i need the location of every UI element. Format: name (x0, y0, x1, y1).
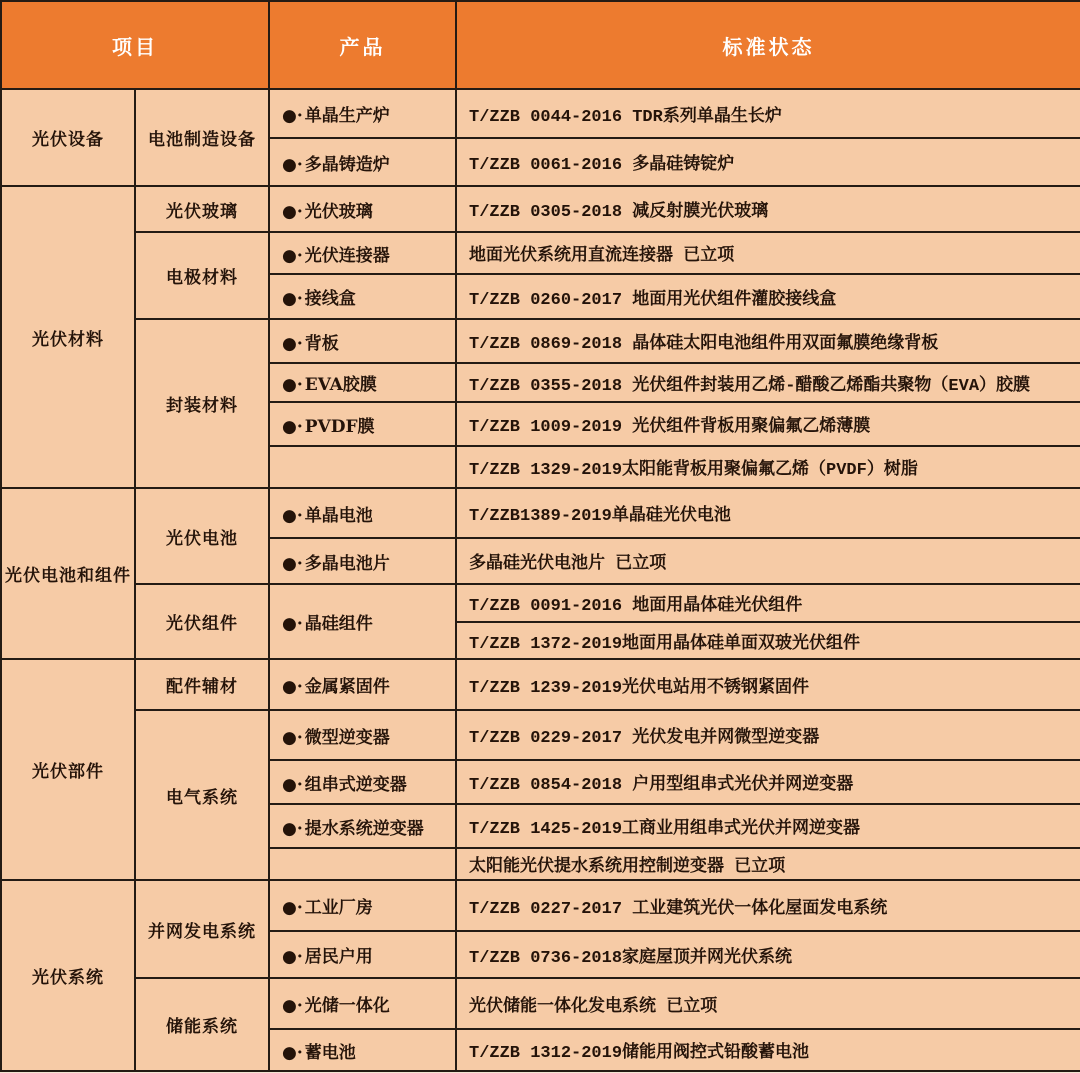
bullet-icon: ●· (282, 289, 303, 309)
bullet-icon: ●· (282, 416, 303, 437)
standard-cell: T/ZZB 1239-2019光伏电站用不锈钢紧固件 (456, 659, 1080, 710)
standard-cell: T/ZZB 0869-2018 晶体硅太阳电池组件用双面氟膜绝缘背板 (456, 319, 1080, 363)
standard-cell: T/ZZB 1372-2019地面用晶体硅单面双玻光伏组件 (456, 622, 1080, 659)
standard-cell: T/ZZB 0061-2016 多晶硅铸锭炉 (456, 138, 1080, 186)
subcategory-cell: 配件辅材 (135, 659, 269, 710)
product-cell (269, 402, 456, 446)
product-label: 光储一体化 (304, 996, 390, 1016)
product-cell (269, 584, 456, 659)
bullet-icon: ●· (282, 154, 303, 175)
standard-cell: T/ZZB 0091-2016 地面用晶体硅光伏组件 (456, 584, 1080, 622)
product-cell (269, 538, 456, 584)
standard-cell: T/ZZB1389-2019单晶硅光伏电池 (456, 488, 1080, 538)
header-row (1, 1, 1080, 89)
header-project: 项目 (1, 1, 269, 89)
table-row (1, 978, 1080, 1029)
category-cell-pv-systems: 光伏系统 (1, 880, 135, 1071)
table-row (1, 659, 1080, 710)
bullet-icon: ●· (282, 996, 303, 1016)
bullet-icon: ●· (282, 677, 303, 697)
table-row (1, 710, 1080, 760)
product-label: 工业厂房 (304, 898, 373, 918)
product-label: 晶硅组件 (304, 614, 373, 634)
product-cell (269, 232, 456, 274)
standard-cell: 太阳能光伏提水系统用控制逆变器 已立项 (456, 848, 1080, 880)
product-label: 多晶铸造炉 (304, 154, 390, 175)
product-label: 背板 (304, 333, 339, 354)
bullet-icon: ●· (282, 505, 303, 526)
standard-cell: T/ZZB 0044-2016 TDR系列单晶生长炉 (456, 89, 1080, 138)
subcategory-cell: 光伏组件 (135, 584, 269, 659)
product-cell (269, 274, 456, 319)
standard-cell: 光伏储能一体化发电系统 已立项 (456, 978, 1080, 1029)
bullet-icon: ●· (282, 947, 303, 967)
subcategory-cell: 光伏电池 (135, 488, 269, 584)
product-cell (269, 319, 456, 363)
subcategory-cell: 电气系统 (135, 710, 269, 880)
standard-cell: T/ZZB 1329-2019太阳能背板用聚偏氟乙烯（PVDF）树脂 (456, 446, 1080, 488)
product-label: 居民户用 (304, 947, 373, 967)
product-cell (269, 978, 456, 1029)
table-row (1, 186, 1080, 232)
product-cell (269, 186, 456, 232)
product-label: 单晶生产炉 (304, 106, 390, 126)
product-cell (269, 880, 456, 931)
table-header (1, 1, 1080, 89)
product-cell-empty (269, 446, 456, 488)
product-label: 蓄电池 (304, 1042, 356, 1063)
product-cell-empty (269, 848, 456, 880)
category-cell-pv-materials: 光伏材料 (1, 186, 135, 488)
bullet-icon: ●· (282, 614, 303, 634)
subcategory-cell: 储能系统 (135, 978, 269, 1071)
subcategory-cell: 电池制造设备 (135, 89, 269, 186)
product-label: EVA胶膜 (304, 375, 377, 395)
bullet-icon: ●· (282, 1042, 303, 1063)
product-label: 光伏玻璃 (304, 201, 373, 222)
standard-cell: T/ZZB 1425-2019工商业用组串式光伏并网逆变器 (456, 804, 1080, 848)
standard-cell: T/ZZB 0227-2017 工业建筑光伏一体化屋面发电系统 (456, 880, 1080, 931)
bullet-icon: ●· (282, 106, 303, 126)
header-status: 标准状态 (456, 1, 1080, 89)
table-row (1, 319, 1080, 363)
bullet-icon: ●· (282, 727, 303, 748)
header-product: 产品 (269, 1, 456, 89)
category-cell-pv-equipment: 光伏设备 (1, 89, 135, 186)
product-cell (269, 363, 456, 402)
product-cell (269, 710, 456, 760)
product-label: 金属紧固件 (304, 677, 390, 697)
product-cell (269, 760, 456, 804)
subcategory-cell: 光伏玻璃 (135, 186, 269, 232)
product-label: 单晶电池 (304, 505, 373, 526)
product-cell (269, 138, 456, 186)
standard-cell: 地面光伏系统用直流连接器 已立项 (456, 232, 1080, 274)
bullet-icon: ●· (282, 818, 303, 839)
bullet-icon: ●· (282, 201, 303, 222)
product-cell (269, 804, 456, 848)
bullet-icon: ●· (282, 898, 303, 918)
table-row (1, 880, 1080, 931)
standard-cell: T/ZZB 0355-2018 光伏组件封装用乙烯-醋酸乙烯酯共聚物（EVA）胶膜 (456, 363, 1080, 402)
category-cell-pv-components: 光伏部件 (1, 659, 135, 880)
product-cell (269, 931, 456, 978)
table-row (1, 488, 1080, 538)
product-cell (269, 659, 456, 710)
standard-cell: T/ZZB 1312-2019储能用阀控式铅酸蓄电池 (456, 1029, 1080, 1071)
standard-cell: T/ZZB 0260-2017 地面用光伏组件灌胶接线盒 (456, 274, 1080, 319)
subcategory-cell: 电极材料 (135, 232, 269, 319)
bullet-icon: ●· (282, 333, 303, 354)
bullet-icon: ●· (282, 774, 303, 795)
table-body (1, 89, 1080, 1071)
standard-cell: T/ZZB 0229-2017 光伏发电并网微型逆变器 (456, 710, 1080, 760)
product-label: 提水系统逆变器 (304, 818, 424, 839)
standard-cell: 多晶硅光伏电池片 已立项 (456, 538, 1080, 584)
category-cell-pv-cells-modules: 光伏电池和组件 (1, 488, 135, 659)
standard-cell: T/ZZB 1009-2019 光伏组件背板用聚偏氟乙烯薄膜 (456, 402, 1080, 446)
subcategory-cell: 封装材料 (135, 319, 269, 488)
product-cell (269, 488, 456, 538)
table-row (1, 584, 1080, 622)
product-cell (269, 89, 456, 138)
product-label: 微型逆变器 (304, 727, 390, 748)
bullet-icon: ●· (282, 553, 303, 574)
product-label: 接线盒 (304, 289, 356, 309)
product-cell (269, 1029, 456, 1071)
table-row (1, 232, 1080, 274)
standard-cell: T/ZZB 0305-2018 减反射膜光伏玻璃 (456, 186, 1080, 232)
product-label: 多晶电池片 (304, 553, 390, 574)
bullet-icon: ●· (282, 245, 303, 266)
bullet-icon: ●· (282, 375, 303, 395)
standard-cell: T/ZZB 0854-2018 户用型组串式光伏并网逆变器 (456, 760, 1080, 804)
product-label: 组串式逆变器 (304, 774, 407, 795)
table-row (1, 89, 1080, 138)
product-label: PVDF膜 (304, 416, 375, 437)
product-label: 光伏连接器 (304, 245, 390, 266)
standard-cell: T/ZZB 0736-2018家庭屋顶并网光伏系统 (456, 931, 1080, 978)
subcategory-cell: 并网发电系统 (135, 880, 269, 978)
